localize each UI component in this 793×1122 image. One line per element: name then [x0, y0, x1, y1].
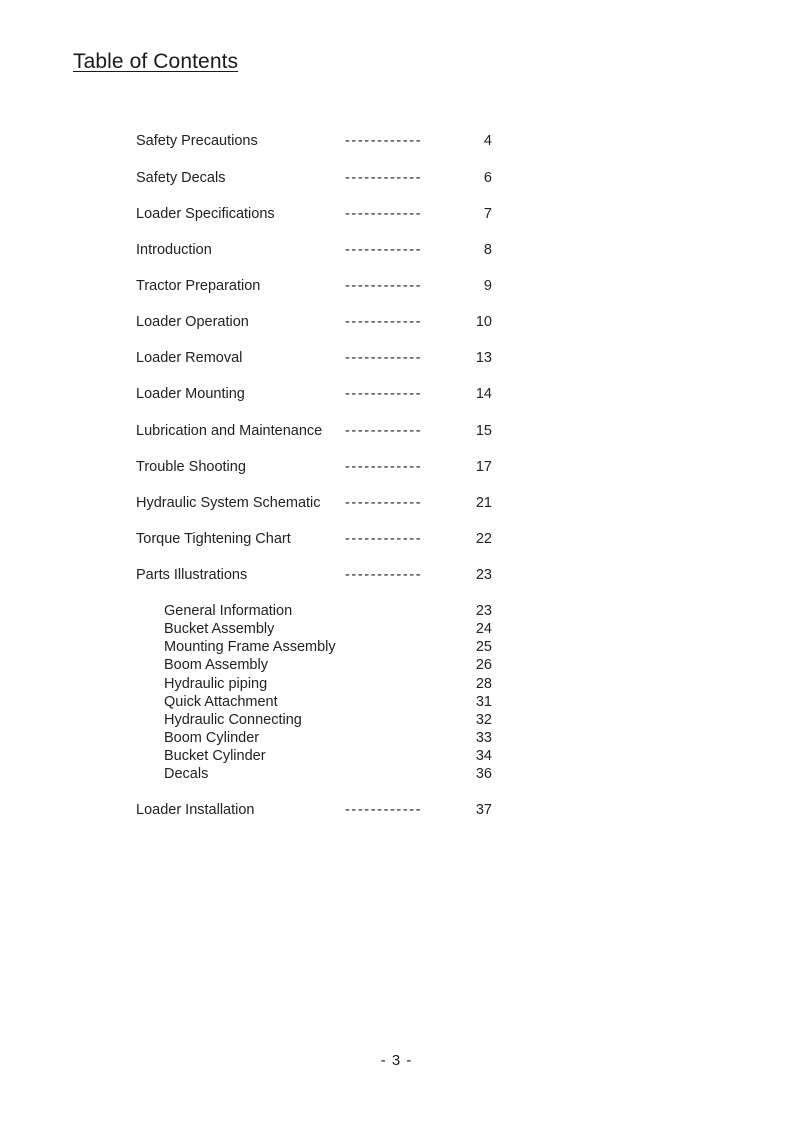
toc-sub-entry-label: Boom Assembly [164, 657, 268, 673]
toc-sub-entry-label: General Information [164, 603, 293, 619]
toc-leader: ------------ [345, 278, 423, 294]
toc-sub-entry-label: Decals [164, 766, 209, 782]
toc-entry-label: Loader Removal [136, 350, 243, 366]
toc-entry-page: 13 [475, 350, 492, 366]
toc-entry[interactable] [136, 565, 492, 585]
toc-entry-label: Loader Installation [136, 802, 255, 818]
toc-sub-entry[interactable] [164, 729, 492, 747]
toc-entry-label: Loader Operation [136, 314, 249, 330]
toc-sub-entry[interactable] [164, 747, 492, 765]
toc-sub-entry[interactable] [164, 711, 492, 729]
toc-entry-label: Safety Decals [136, 170, 226, 186]
toc-entry-label: Tractor Preparation [136, 278, 261, 294]
toc-sub-entry-page: 23 [475, 603, 492, 619]
toc-leader: ------------ [345, 459, 423, 475]
toc-entry[interactable] [136, 348, 492, 368]
toc-entry-page: 23 [475, 567, 492, 583]
toc-leader: ------------ [345, 495, 423, 511]
toc-entry-page: 21 [475, 495, 492, 511]
toc-entry[interactable] [136, 204, 492, 224]
toc-entry[interactable] [136, 529, 492, 549]
toc-entry[interactable] [136, 240, 492, 260]
toc-sub-entry-label: Bucket Assembly [164, 621, 275, 637]
toc-leader: ------------ [345, 133, 423, 149]
toc-entry-page: 9 [483, 278, 492, 294]
page-number: - 3 - [380, 1052, 413, 1069]
toc-entry-label: Hydraulic System Schematic [136, 495, 321, 511]
toc-leader: ------------ [345, 802, 423, 818]
toc-sub-entry-label: Hydraulic piping [164, 676, 268, 692]
toc-entry-page: 4 [483, 133, 492, 149]
toc-sub-entry-page: 33 [475, 730, 492, 746]
toc-entry-label: Loader Specifications [136, 206, 275, 222]
toc-sub-entry[interactable] [164, 765, 492, 783]
toc-entry[interactable] [136, 312, 492, 332]
toc-sub-entry[interactable] [164, 620, 492, 638]
toc-leader: ------------ [345, 170, 423, 186]
toc-entry-page: 8 [483, 242, 492, 258]
toc-entry-page: 37 [475, 802, 492, 818]
toc-sub-entry-label: Boom Cylinder [164, 730, 260, 746]
toc-entry-page: 17 [475, 459, 492, 475]
toc-entry-label: Lubrication and Maintenance [136, 423, 323, 439]
toc-leader: ------------ [345, 531, 423, 547]
toc-sub-entry[interactable] [164, 602, 492, 620]
toc-entry-page: 10 [475, 314, 492, 330]
toc-entry-page: 14 [475, 386, 492, 402]
toc-sub-entry[interactable] [164, 693, 492, 711]
toc-sub-entry-page: 26 [475, 657, 492, 673]
toc-entry[interactable] [136, 384, 492, 404]
page-title: Table of Contents [73, 50, 239, 73]
toc-entry-page: 7 [483, 206, 492, 222]
toc-sub-entry-page: 24 [475, 621, 492, 637]
toc-entry[interactable] [136, 493, 492, 513]
toc-entry-label: Loader Mounting [136, 386, 245, 402]
toc-sub-entry-page: 28 [475, 676, 492, 692]
toc-sub-entry[interactable] [164, 638, 492, 656]
toc-leader: ------------ [345, 350, 423, 366]
toc-sub-entry-page: 36 [475, 766, 492, 782]
toc-sub-entry-page: 32 [475, 712, 492, 728]
toc-sub-entry-page: 31 [475, 694, 492, 710]
toc-leader: ------------ [345, 242, 423, 258]
toc-entry[interactable] [136, 131, 492, 151]
toc-entry[interactable] [136, 457, 492, 477]
toc-sub-entry-page: 25 [475, 639, 492, 655]
toc-sub-entry-label: Quick Attachment [164, 694, 278, 710]
toc-entry[interactable] [136, 800, 492, 820]
toc-entry-page: 6 [483, 170, 492, 186]
toc-leader: ------------ [345, 386, 423, 402]
toc-entry[interactable] [136, 421, 492, 441]
toc-entry-page: 15 [475, 423, 492, 439]
toc-entry-label: Trouble Shooting [136, 459, 246, 475]
toc-entry-label: Safety Precautions [136, 133, 258, 149]
toc-sub-entry-label: Bucket Cylinder [164, 748, 266, 764]
toc-leader: ------------ [345, 567, 423, 583]
toc-entry[interactable] [136, 168, 492, 188]
toc-entry-label: Introduction [136, 242, 212, 258]
toc-entry[interactable] [136, 276, 492, 296]
toc-leader: ------------ [345, 206, 423, 222]
toc-sub-entry-label: Mounting Frame Assembly [164, 639, 336, 655]
toc-entry-page: 22 [475, 531, 492, 547]
toc-sub-entry-page: 34 [475, 748, 492, 764]
toc-sub-entry[interactable] [164, 656, 492, 674]
toc-sub-entry[interactable] [164, 675, 492, 693]
toc-leader: ------------ [345, 314, 423, 330]
toc-entry-label: Parts Illustrations [136, 567, 248, 583]
toc-leader: ------------ [345, 423, 423, 439]
toc-entry-label: Torque Tightening Chart [136, 531, 291, 547]
toc-sub-entry-label: Hydraulic Connecting [164, 712, 302, 728]
